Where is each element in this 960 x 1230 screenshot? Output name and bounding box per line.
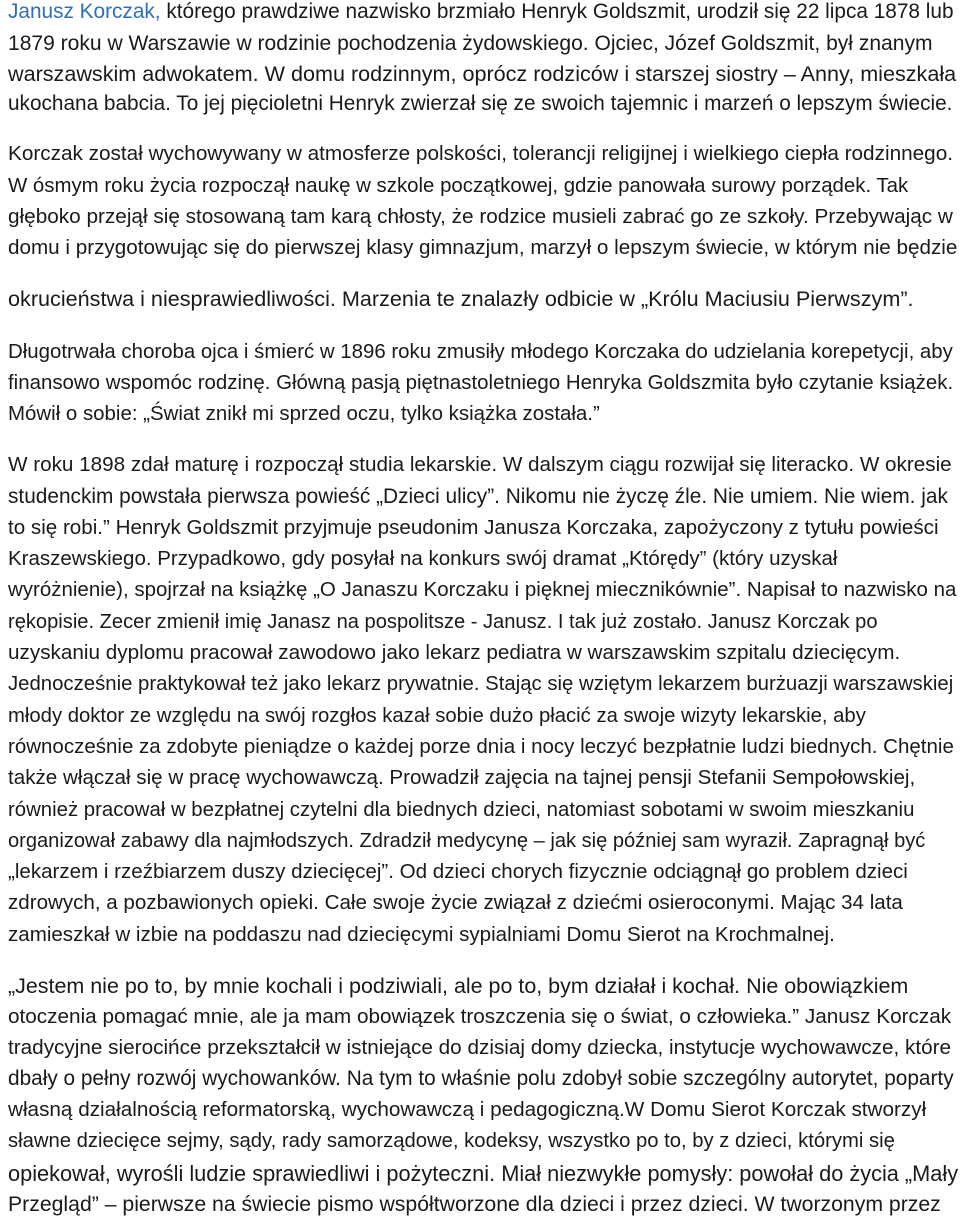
- text-line: [8, 1038, 951, 1059]
- text-line: [8, 768, 915, 789]
- text-line: [8, 893, 903, 914]
- line-text: uzyskaniu dyplomu pracował zawodowo jako lekarz pediatra w warszawskim szpitalu dziecięcym.: [8, 641, 901, 664]
- text-line: [8, 238, 957, 259]
- text-line: [8, 94, 952, 115]
- text-line: [8, 207, 953, 228]
- text-line: [8, 144, 953, 165]
- line-text: „lekarzem i rzeźbiarzem duszy dziecięcej”. Od dzieci chorych fizycznie odciągnął go problem dzieci: [8, 860, 908, 883]
- line-text: warszawskim adwokatem. W domu rodzinnym, oprócz rodziców i starszej siostry – Anny, mieszkała: [8, 61, 957, 86]
- text-line: [8, 643, 900, 664]
- line-text: domu i przygotowując się do pierwszej klasy gimnazjum, marzył o lepszym świecie, w którym nie będzie: [8, 236, 958, 259]
- line-text: Jednocześnie praktykował też jako lekarz prywatnie. Stając się wziętym lekarzem burżuazji warszawskiej: [8, 673, 954, 695]
- line-text: wyróżnienie), spojrzał na książkę „O Janaszu Korczaku i pięknej miecznikównie”. Napisał to nazwisko na: [8, 578, 957, 601]
- line-text: także włączał się w pracę wychowawczą. Prowadził zajęcia na tajnej pensji Stefanii Sempołowskiej,: [8, 766, 916, 789]
- line-text: W roku 1898 zdał maturę i rozpoczął studia lekarskie. W dalszym ciągu rozwijał się literacko. W okresie: [8, 453, 952, 476]
- line-text: Korczak został wychowywany w atmosferze polskości, tolerancji religijnej i wielkiego ciepła rodzinnego.: [8, 142, 953, 165]
- line-text: okrucieństwa i niesprawiedliwości. Marzenia te znalazły odbicie w „Królu Maciusiu Pierwszym”.: [8, 286, 914, 311]
- text-line: [8, 2, 954, 23]
- line-text: to się robi.” Henryk Goldszmit przyjmuje pseudonim Janusza Korczaka, zapożyczony z tytułu powieści: [8, 516, 939, 539]
- text-line: [8, 404, 600, 424]
- line-text: równocześnie za zdobyte pieniądze o każdej porze dnia i nocy leczyć bezpłatnie ludzi biednych. Chętnie: [8, 735, 954, 758]
- text-line: [8, 518, 939, 539]
- line-text: głęboko przejął się stosowaną tam karą chłosty, że rodzice musieli zabrać go ze szkoły. Przebywając w: [8, 205, 953, 228]
- text-line: [8, 549, 837, 570]
- text-line: [8, 612, 878, 632]
- line-text: otoczenia pomagać mnie, ale ja mam obowiązek troszczenia się o świat, o człowieka.” Janusz Korczak: [8, 1005, 952, 1028]
- text-line: [8, 976, 908, 997]
- line-text: organizował zabawy dla najmłodszych. Zdradził medycynę – jak się później sam wyraził. Zapragnął być: [8, 830, 926, 852]
- text-line: [8, 1194, 941, 1215]
- text-line: [8, 487, 948, 508]
- text-line: [8, 455, 952, 476]
- line-text: Długotrwała choroba ojca i śmierć w 1896 roku zmusiły młodego Korczaka do udzielania korepetycji, aby: [8, 341, 953, 363]
- line-text: Kraszewskiego. Przypadkowo, gdy posyłał na konkurs swój dramat „Którędy” (który uzyskał: [8, 547, 838, 570]
- line-text: 1879 roku w Warszawie w rodzinie pochodzenia żydowskiego. Ojciec, Józef Goldszmit, był znanym: [8, 32, 933, 55]
- line-text: którego prawdziwe nazwisko brzmiało Henryk Goldszmit, urodził się 22 lipca 1878 lub: [160, 0, 954, 23]
- line-text: W ósmym roku życia rozpoczął naukę w szkole początkowej, gdzie panowała surowy porządek. Tak: [8, 175, 909, 197]
- text-line: [8, 831, 925, 851]
- text-line: [8, 1100, 926, 1121]
- line-text: zamieszkał w izbie na poddaszu nad dziecięcymi sypialniami Domu Sierot na Krochmalnej.: [8, 923, 835, 946]
- line-text: własną działalnością reformatorską, wychowawczą i pedagogiczną.W Domu Sierot Korczak stworzył: [8, 1098, 927, 1121]
- line-text: dbały o pełny rozwój wychowanków. Na tym to właśnie polu zdobył sobie szczególny autorytet, poparty: [8, 1067, 954, 1090]
- text-line: [8, 800, 914, 820]
- line-text: ukochana babcia. To jej pięcioletni Henryk zwierzał się ze swoich tajemnic i marzeń o lepszym świecie.: [8, 92, 953, 115]
- line-text: studenckim powstała pierwsza powieść „Dzieci ulicy”. Nikomu nie życzę źle. Nie umiem. Nie wiem. jak: [8, 485, 948, 508]
- line-text: finansowo wspomóc rodzinę. Główną pasją piętnastoletniego Henryka Goldszmita było czytanie książek.: [8, 371, 954, 394]
- text-line: [8, 706, 866, 726]
- text-line: [8, 580, 956, 600]
- line-text: Mówił o sobie: „Świat znikł mi sprzed oczu, tylko książka została.”: [8, 402, 600, 425]
- text-line: [8, 862, 908, 883]
- line-text: również pracował w bezpłatnej czytelni dla biednych dzieci, natomiast sobotami w swoim mieszkaniu: [8, 799, 915, 821]
- line-text: Przegląd” – pierwsze na świecie pismo współtworzone dla dzieci i przez dzieci. W tworzonym przez: [8, 1193, 941, 1216]
- line-text: zdrowych, a pozbawionych opieki. Całe swoje życie związał z dziećmi osieroconymi. Mając 34 lata: [8, 891, 903, 914]
- text-line: [8, 1163, 958, 1185]
- text-line: [8, 288, 914, 310]
- text-line: [8, 925, 835, 946]
- text-line: [8, 63, 956, 85]
- author-name-link[interactable]: Janusz Korczak,: [8, 0, 161, 23]
- text-line: [8, 737, 954, 758]
- text-line: [8, 373, 953, 393]
- text-line: [8, 33, 933, 54]
- line-text: rękopisie. Zecer zmienił imię Janasz na pospolitsze - Janusz. I tak już zostało. Janusz Korczak po: [8, 611, 878, 633]
- text-line: [8, 342, 953, 362]
- line-text: młody doktor ze względu na swój rozgłos kazał sobie dużo płacić za swoje wizyty lekarskie, aby: [8, 705, 866, 727]
- line-text: „Jestem nie po to, by mnie kochali i podziwiali, ale po to, bym działał i kochał. Nie obowiązkiem: [8, 974, 909, 998]
- text-line: [8, 674, 953, 694]
- line-text: tradycyjne sierocińce przekształcił w istniejące do dzisiaj domy dziecka, instytucje wychowawcze, które: [8, 1036, 952, 1059]
- text-line: [8, 1131, 895, 1151]
- text-line: [8, 176, 908, 196]
- line-text: opiekował, wyrośli ludzie sprawiedliwi i pożyteczni. Miał niezwykłe pomysły: powołał do życia „Mały: [8, 1161, 959, 1186]
- text-line: [8, 1007, 951, 1028]
- text-line: [8, 1069, 954, 1090]
- line-text: sławne dziecięce sejmy, sądy, rady samorządowe, kodeksy, wszystko po to, by z dzieci, którymi się: [8, 1130, 895, 1152]
